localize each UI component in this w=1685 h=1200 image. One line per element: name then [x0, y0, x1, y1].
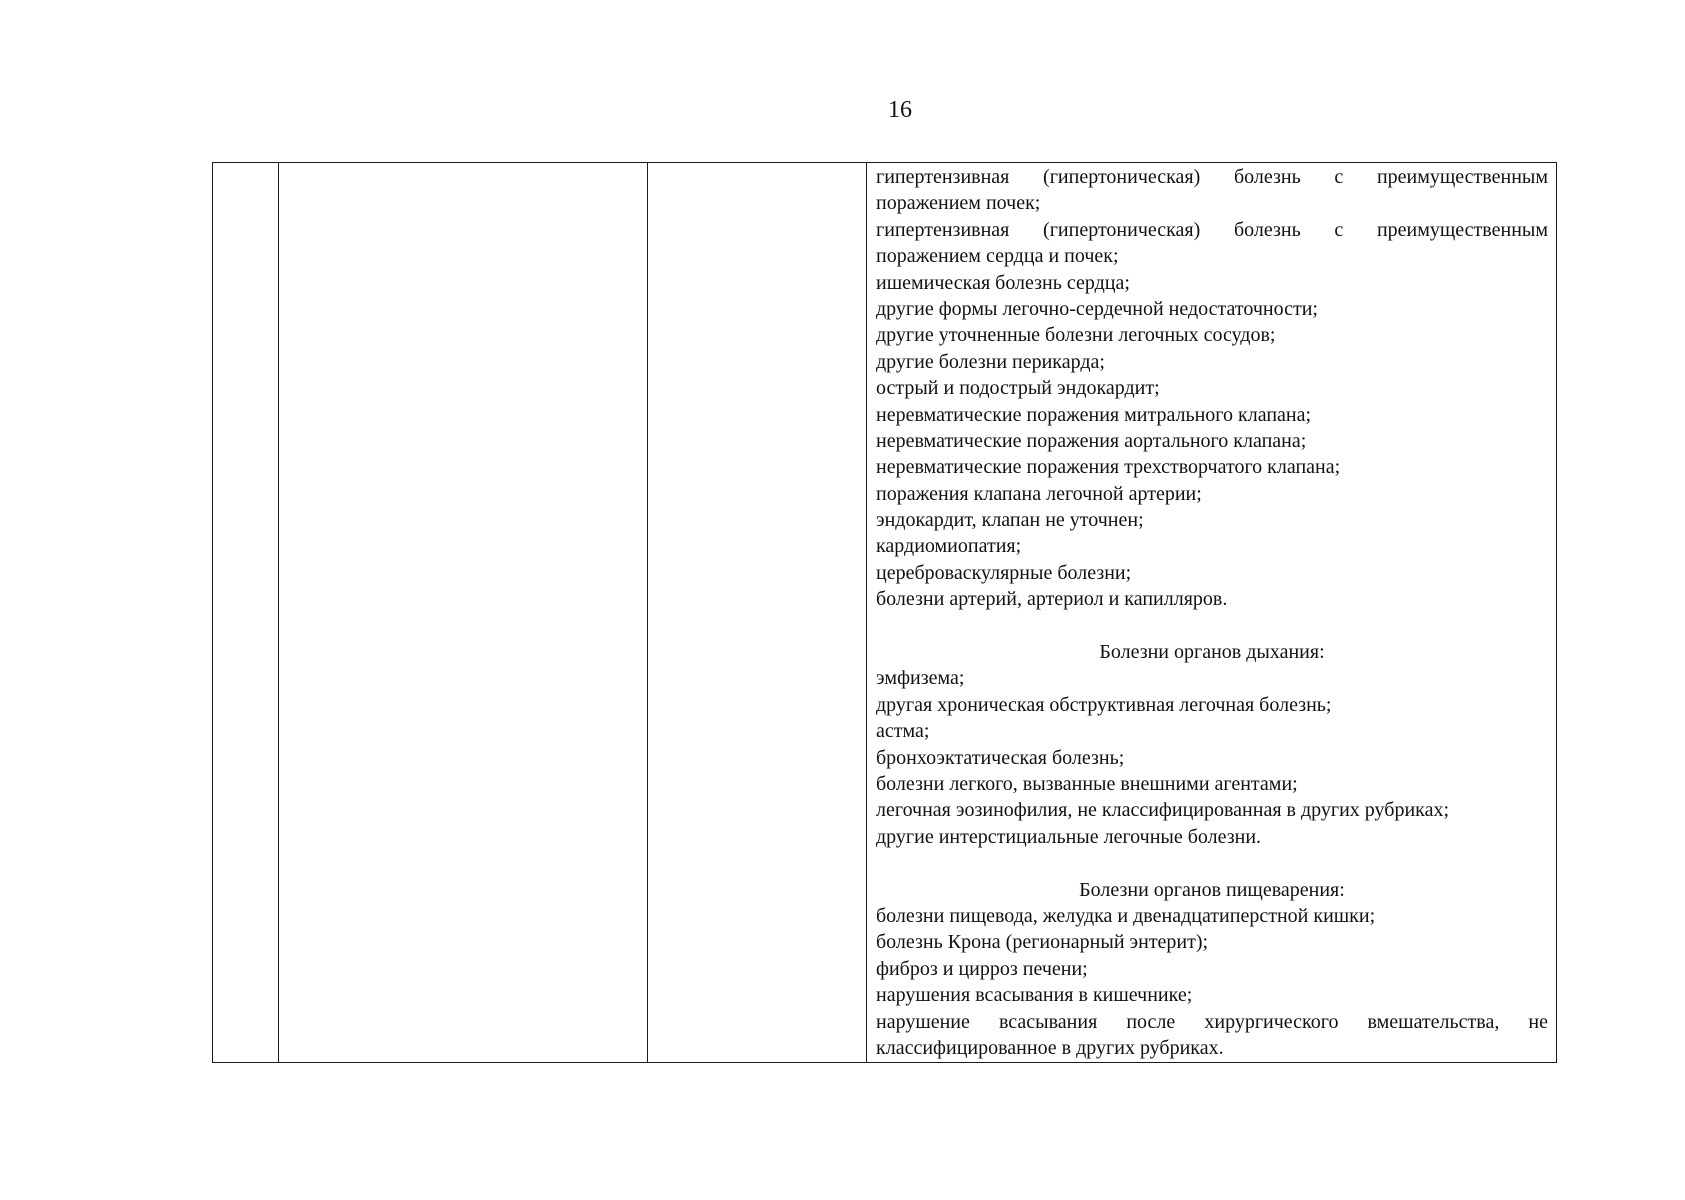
list-item: нарушения всасывания в кишечнике;: [876, 984, 1193, 1007]
list-item: гипертензивная (гипертоническая) болезнь с преимущественным: [876, 166, 1548, 188]
list-item: неревматические поражения трехстворчатого клапана;: [876, 456, 1341, 479]
list-item: эмфизема;: [876, 667, 965, 690]
digestive-heading: Болезни органов пищеварения:: [1079, 878, 1345, 901]
list-item: другие болезни перикарда;: [876, 350, 1105, 373]
list-item: другие интерстициальные легочные болезни.: [876, 825, 1262, 848]
list-item: фиброз и цирроз печени;: [876, 957, 1088, 980]
list-item: цереброваскулярные болезни;: [876, 561, 1132, 584]
disease-list-cell: [876, 164, 1548, 1061]
digestive-list: [876, 903, 1548, 1061]
page-number: 16: [888, 97, 912, 123]
list-item: другие формы легочно-сердечной недостаточности;: [876, 297, 1318, 320]
list-item: болезни легкого, вызванные внешними агентами;: [876, 772, 1298, 795]
list-item: эндокардит, клапан не уточнен;: [876, 509, 1144, 532]
column-divider-3: [866, 163, 867, 1062]
list-item: другая хроническая обструктивная легочная болезнь;: [876, 693, 1332, 716]
column-divider-1: [278, 163, 279, 1062]
list-item: бронхоэктатическая болезнь;: [876, 746, 1125, 769]
list-item: другие уточненные болезни легочных сосудов;: [876, 324, 1276, 347]
list-item: ишемическая болезнь сердца;: [876, 271, 1130, 294]
list-item: поражением почек;: [876, 192, 1041, 215]
cardiovascular-list: [876, 164, 1548, 613]
list-item: гипертензивная (гипертоническая) болезнь с преимущественным: [876, 218, 1548, 241]
disease-table: [212, 162, 1557, 1063]
list-item: болезнь Крона (регионарный энтерит);: [876, 931, 1209, 954]
list-item: нарушение всасывания после хирургического вмешательства, не: [876, 1010, 1548, 1033]
list-item: легочная эозинофилия, не классифицированная в других рубриках;: [876, 799, 1449, 822]
list-item: классифицированное в других рубриках.: [876, 1036, 1224, 1059]
list-item: неревматические поражения аортального клапана;: [876, 429, 1307, 452]
list-item: астма;: [876, 720, 930, 743]
column-divider-2: [647, 163, 648, 1062]
list-item: болезни артерий, артериол и капилляров.: [876, 588, 1228, 611]
respiratory-list: [876, 665, 1548, 850]
list-item: кардиомиопатия;: [876, 535, 1022, 558]
respiratory-heading: Болезни органов дыхания:: [1099, 641, 1325, 664]
list-item: неревматические поражения митрального клапана;: [876, 403, 1312, 426]
spacer: [876, 613, 1548, 639]
list-item: острый и подострый эндокардит;: [876, 377, 1160, 400]
spacer: [876, 850, 1548, 876]
list-item: болезни пищевода, желудка и двенадцатиперстной кишки;: [876, 904, 1376, 927]
list-item: поражением сердца и почек;: [876, 245, 1119, 268]
list-item: поражения клапана легочной артерии;: [876, 482, 1202, 505]
